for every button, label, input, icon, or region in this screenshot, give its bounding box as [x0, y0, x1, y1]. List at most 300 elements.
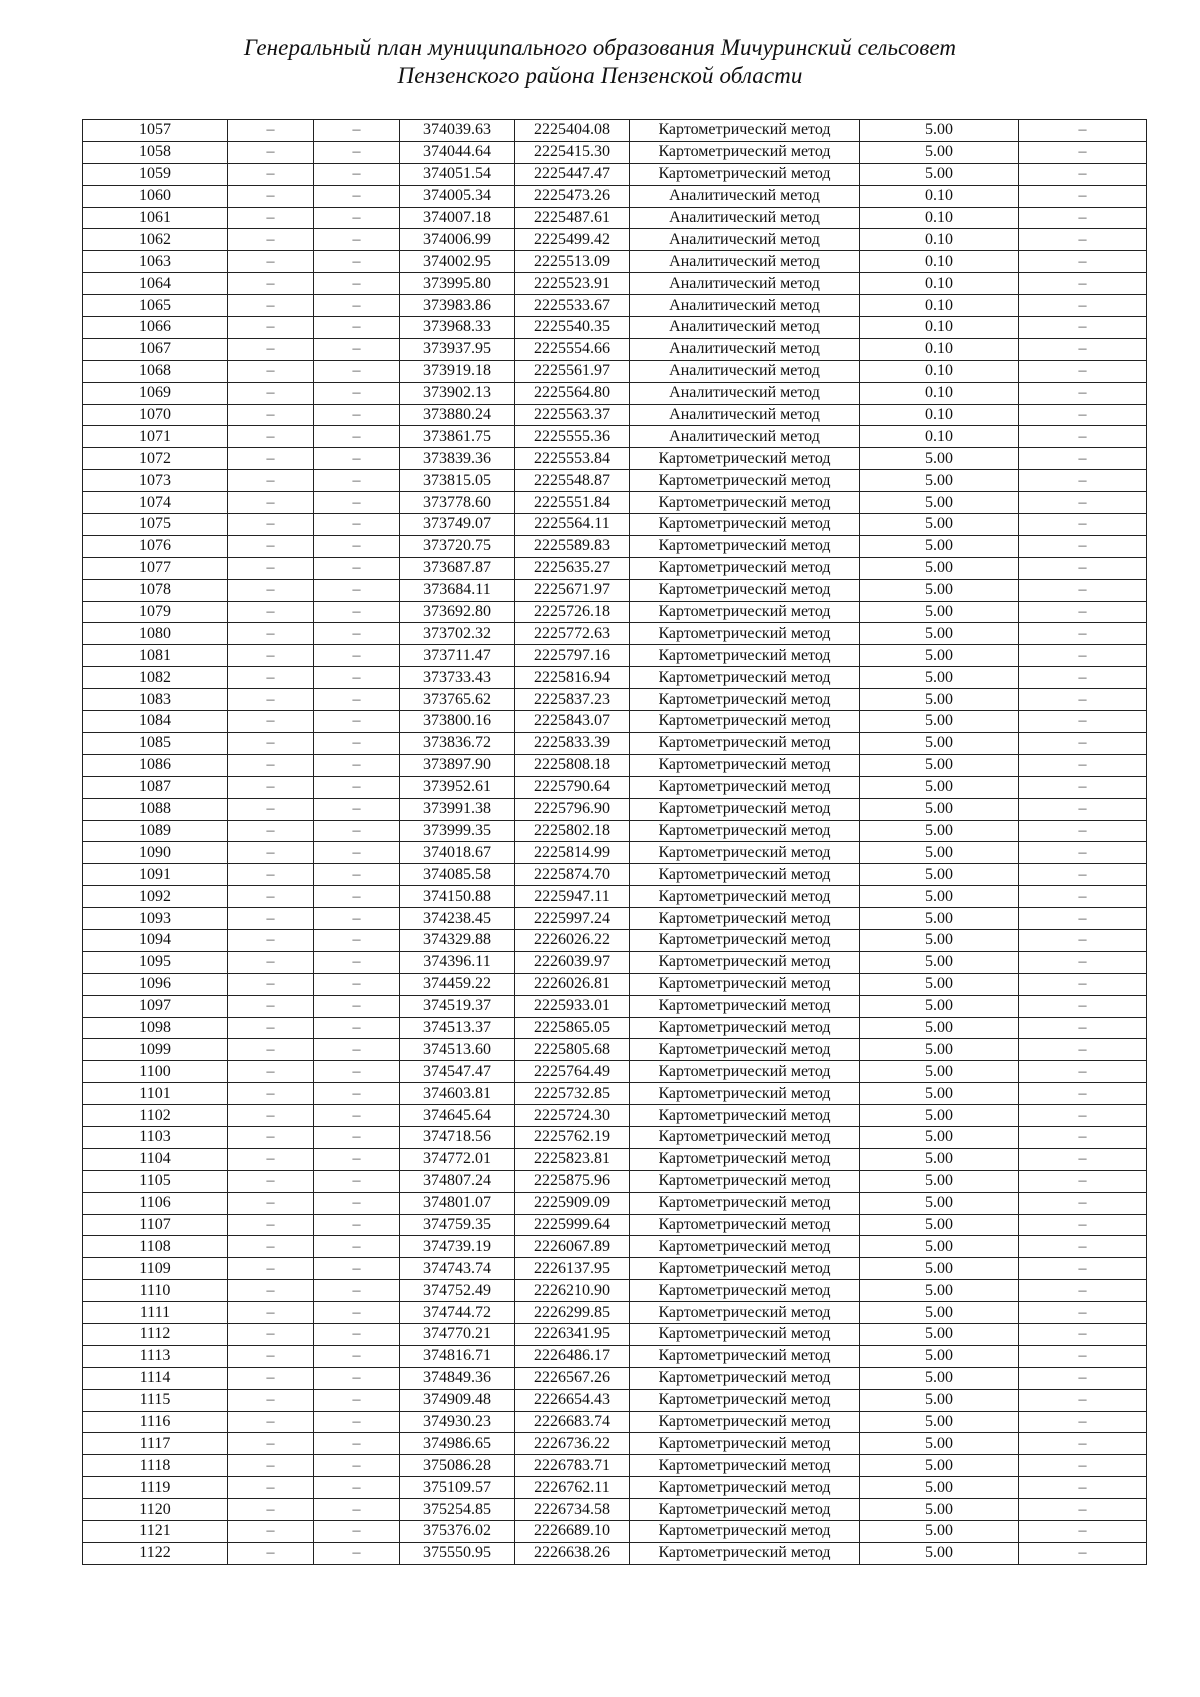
method-cell: Картометрический метод: [630, 1170, 860, 1192]
accuracy-cell: 5.00: [860, 1105, 1019, 1127]
old-x-cell: –: [228, 711, 314, 733]
point-number-cell: 1094: [83, 929, 228, 951]
x-coordinate-cell: 373937.95: [400, 338, 515, 360]
old-y-cell: –: [314, 229, 400, 251]
table-row: [83, 1105, 1147, 1127]
point-number-cell: 1078: [83, 579, 228, 601]
old-x-cell: –: [228, 1083, 314, 1105]
point-number-cell: 1081: [83, 645, 228, 667]
point-number-cell: 1106: [83, 1192, 228, 1214]
description-cell: –: [1019, 1017, 1147, 1039]
description-cell: –: [1019, 1499, 1147, 1521]
y-coordinate-cell: 2225797.16: [515, 645, 630, 667]
x-coordinate-cell: 373991.38: [400, 798, 515, 820]
y-coordinate-cell: 2226137.95: [515, 1258, 630, 1280]
point-number-cell: 1059: [83, 163, 228, 185]
method-cell: Аналитический метод: [630, 229, 860, 251]
accuracy-cell: 5.00: [860, 557, 1019, 579]
point-number-cell: 1121: [83, 1521, 228, 1543]
table-row: [83, 207, 1147, 229]
old-y-cell: –: [314, 317, 400, 339]
description-cell: –: [1019, 470, 1147, 492]
x-coordinate-cell: 374816.71: [400, 1345, 515, 1367]
coordinates-table-body: [83, 120, 1147, 1565]
method-cell: Аналитический метод: [630, 317, 860, 339]
table-row: [83, 1083, 1147, 1105]
x-coordinate-cell: 373749.07: [400, 514, 515, 536]
method-cell: Картометрический метод: [630, 645, 860, 667]
table-row: [83, 1258, 1147, 1280]
old-y-cell: –: [314, 886, 400, 908]
method-cell: Картометрический метод: [630, 754, 860, 776]
method-cell: Аналитический метод: [630, 338, 860, 360]
old-y-cell: –: [314, 623, 400, 645]
table-row: [83, 317, 1147, 339]
method-cell: Аналитический метод: [630, 251, 860, 273]
description-cell: –: [1019, 623, 1147, 645]
point-number-cell: 1070: [83, 404, 228, 426]
method-cell: Картометрический метод: [630, 1280, 860, 1302]
description-cell: –: [1019, 141, 1147, 163]
method-cell: Картометрический метод: [630, 535, 860, 557]
description-cell: –: [1019, 1039, 1147, 1061]
y-coordinate-cell: 2225551.84: [515, 492, 630, 514]
y-coordinate-cell: 2225564.11: [515, 514, 630, 536]
y-coordinate-cell: 2225875.96: [515, 1170, 630, 1192]
old-x-cell: –: [228, 185, 314, 207]
x-coordinate-cell: 375086.28: [400, 1455, 515, 1477]
old-x-cell: –: [228, 1061, 314, 1083]
point-number-cell: 1097: [83, 995, 228, 1017]
old-x-cell: –: [228, 382, 314, 404]
point-number-cell: 1087: [83, 776, 228, 798]
old-x-cell: –: [228, 1477, 314, 1499]
table-row: [83, 1499, 1147, 1521]
y-coordinate-cell: 2225796.90: [515, 798, 630, 820]
description-cell: –: [1019, 908, 1147, 930]
point-number-cell: 1076: [83, 535, 228, 557]
table-row: [83, 382, 1147, 404]
accuracy-cell: 5.00: [860, 1542, 1019, 1564]
table-row: [83, 886, 1147, 908]
description-cell: –: [1019, 251, 1147, 273]
old-y-cell: –: [314, 1455, 400, 1477]
method-cell: Картометрический метод: [630, 1061, 860, 1083]
old-y-cell: –: [314, 338, 400, 360]
description-cell: –: [1019, 645, 1147, 667]
point-number-cell: 1114: [83, 1367, 228, 1389]
method-cell: Картометрический метод: [630, 995, 860, 1017]
x-coordinate-cell: 374739.19: [400, 1236, 515, 1258]
point-number-cell: 1107: [83, 1214, 228, 1236]
accuracy-cell: 5.00: [860, 711, 1019, 733]
point-number-cell: 1103: [83, 1126, 228, 1148]
old-y-cell: –: [314, 1258, 400, 1280]
description-cell: –: [1019, 1302, 1147, 1324]
old-x-cell: –: [228, 776, 314, 798]
x-coordinate-cell: 374743.74: [400, 1258, 515, 1280]
method-cell: Картометрический метод: [630, 798, 860, 820]
point-number-cell: 1118: [83, 1455, 228, 1477]
old-x-cell: –: [228, 514, 314, 536]
table-row: [83, 732, 1147, 754]
table-row: [83, 579, 1147, 601]
x-coordinate-cell: 373839.36: [400, 448, 515, 470]
old-y-cell: –: [314, 1236, 400, 1258]
old-x-cell: –: [228, 929, 314, 951]
old-y-cell: –: [314, 207, 400, 229]
point-number-cell: 1119: [83, 1477, 228, 1499]
x-coordinate-cell: 374547.47: [400, 1061, 515, 1083]
old-x-cell: –: [228, 842, 314, 864]
old-y-cell: –: [314, 732, 400, 754]
old-y-cell: –: [314, 1521, 400, 1543]
table-row: [83, 689, 1147, 711]
description-cell: –: [1019, 1258, 1147, 1280]
accuracy-cell: 0.10: [860, 338, 1019, 360]
x-coordinate-cell: 373995.80: [400, 273, 515, 295]
table-row: [83, 951, 1147, 973]
y-coordinate-cell: 2225816.94: [515, 667, 630, 689]
x-coordinate-cell: 373999.35: [400, 820, 515, 842]
accuracy-cell: 5.00: [860, 1323, 1019, 1345]
accuracy-cell: 5.00: [860, 842, 1019, 864]
method-cell: Аналитический метод: [630, 207, 860, 229]
old-y-cell: –: [314, 163, 400, 185]
description-cell: –: [1019, 798, 1147, 820]
description-cell: –: [1019, 667, 1147, 689]
method-cell: Аналитический метод: [630, 360, 860, 382]
table-row: [83, 1521, 1147, 1543]
x-coordinate-cell: 374238.45: [400, 908, 515, 930]
table-row: [83, 754, 1147, 776]
description-cell: –: [1019, 689, 1147, 711]
old-x-cell: –: [228, 229, 314, 251]
point-number-cell: 1100: [83, 1061, 228, 1083]
x-coordinate-cell: 374807.24: [400, 1170, 515, 1192]
old-y-cell: –: [314, 120, 400, 142]
x-coordinate-cell: 374759.35: [400, 1214, 515, 1236]
accuracy-cell: 5.00: [860, 1192, 1019, 1214]
method-cell: Картометрический метод: [630, 1521, 860, 1543]
accuracy-cell: 5.00: [860, 754, 1019, 776]
old-y-cell: –: [314, 1214, 400, 1236]
description-cell: –: [1019, 711, 1147, 733]
method-cell: Картометрический метод: [630, 623, 860, 645]
y-coordinate-cell: 2225947.11: [515, 886, 630, 908]
method-cell: Картометрический метод: [630, 908, 860, 930]
table-row: [83, 798, 1147, 820]
description-cell: –: [1019, 229, 1147, 251]
table-row: [83, 1477, 1147, 1499]
x-coordinate-cell: 373836.72: [400, 732, 515, 754]
old-x-cell: –: [228, 820, 314, 842]
point-number-cell: 1063: [83, 251, 228, 273]
accuracy-cell: 5.00: [860, 1455, 1019, 1477]
x-coordinate-cell: 374645.64: [400, 1105, 515, 1127]
old-x-cell: –: [228, 1323, 314, 1345]
x-coordinate-cell: 373720.75: [400, 535, 515, 557]
table-row: [83, 1411, 1147, 1433]
y-coordinate-cell: 2225487.61: [515, 207, 630, 229]
table-row: [83, 842, 1147, 864]
method-cell: Аналитический метод: [630, 185, 860, 207]
x-coordinate-cell: 374039.63: [400, 120, 515, 142]
x-coordinate-cell: 373687.87: [400, 557, 515, 579]
description-cell: –: [1019, 842, 1147, 864]
y-coordinate-cell: 2225833.39: [515, 732, 630, 754]
old-y-cell: –: [314, 448, 400, 470]
old-y-cell: –: [314, 251, 400, 273]
point-number-cell: 1122: [83, 1542, 228, 1564]
y-coordinate-cell: 2225635.27: [515, 557, 630, 579]
description-cell: –: [1019, 1170, 1147, 1192]
method-cell: Картометрический метод: [630, 776, 860, 798]
accuracy-cell: 5.00: [860, 645, 1019, 667]
description-cell: –: [1019, 492, 1147, 514]
method-cell: Картометрический метод: [630, 1192, 860, 1214]
description-cell: –: [1019, 1148, 1147, 1170]
x-coordinate-cell: 374718.56: [400, 1126, 515, 1148]
old-x-cell: –: [228, 1455, 314, 1477]
accuracy-cell: 5.00: [860, 492, 1019, 514]
table-row: [83, 973, 1147, 995]
accuracy-cell: 5.00: [860, 1411, 1019, 1433]
accuracy-cell: 5.00: [860, 1039, 1019, 1061]
table-row: [83, 426, 1147, 448]
old-x-cell: –: [228, 1258, 314, 1280]
method-cell: Картометрический метод: [630, 1126, 860, 1148]
accuracy-cell: 5.00: [860, 1083, 1019, 1105]
x-coordinate-cell: 374909.48: [400, 1389, 515, 1411]
table-row: [83, 251, 1147, 273]
old-y-cell: –: [314, 382, 400, 404]
point-number-cell: 1077: [83, 557, 228, 579]
table-row: [83, 1302, 1147, 1324]
old-x-cell: –: [228, 864, 314, 886]
old-y-cell: –: [314, 1280, 400, 1302]
x-coordinate-cell: 374603.81: [400, 1083, 515, 1105]
method-cell: Картометрический метод: [630, 842, 860, 864]
old-x-cell: –: [228, 426, 314, 448]
description-cell: –: [1019, 557, 1147, 579]
header-title-line1: Генеральный план муниципального образования Мичуринский сельсовет: [243, 35, 957, 60]
old-x-cell: –: [228, 1433, 314, 1455]
x-coordinate-cell: 374513.37: [400, 1017, 515, 1039]
old-y-cell: –: [314, 1499, 400, 1521]
y-coordinate-cell: 2225554.66: [515, 338, 630, 360]
method-cell: Картометрический метод: [630, 1455, 860, 1477]
accuracy-cell: 5.00: [860, 1345, 1019, 1367]
description-cell: –: [1019, 1542, 1147, 1564]
accuracy-cell: 5.00: [860, 1236, 1019, 1258]
table-row: [83, 1039, 1147, 1061]
old-y-cell: –: [314, 1542, 400, 1564]
old-x-cell: –: [228, 1192, 314, 1214]
y-coordinate-cell: 2225764.49: [515, 1061, 630, 1083]
description-cell: –: [1019, 1345, 1147, 1367]
description-cell: –: [1019, 1367, 1147, 1389]
table-row: [83, 623, 1147, 645]
y-coordinate-cell: 2226210.90: [515, 1280, 630, 1302]
accuracy-cell: 5.00: [860, 470, 1019, 492]
old-y-cell: –: [314, 667, 400, 689]
y-coordinate-cell: 2225561.97: [515, 360, 630, 382]
y-coordinate-cell: 2225671.97: [515, 579, 630, 601]
table-row: [83, 908, 1147, 930]
x-coordinate-cell: 374329.88: [400, 929, 515, 951]
point-number-cell: 1105: [83, 1170, 228, 1192]
accuracy-cell: 5.00: [860, 667, 1019, 689]
old-y-cell: –: [314, 711, 400, 733]
accuracy-cell: 5.00: [860, 535, 1019, 557]
method-cell: Аналитический метод: [630, 426, 860, 448]
old-x-cell: –: [228, 1345, 314, 1367]
accuracy-cell: 5.00: [860, 601, 1019, 623]
accuracy-cell: 0.10: [860, 404, 1019, 426]
table-row: [83, 360, 1147, 382]
description-cell: –: [1019, 426, 1147, 448]
description-cell: –: [1019, 163, 1147, 185]
point-number-cell: 1066: [83, 317, 228, 339]
accuracy-cell: 5.00: [860, 579, 1019, 601]
old-x-cell: –: [228, 470, 314, 492]
y-coordinate-cell: 2226567.26: [515, 1367, 630, 1389]
accuracy-cell: 0.10: [860, 185, 1019, 207]
old-y-cell: –: [314, 470, 400, 492]
y-coordinate-cell: 2225762.19: [515, 1126, 630, 1148]
old-y-cell: –: [314, 360, 400, 382]
table-row: [83, 1280, 1147, 1302]
point-number-cell: 1102: [83, 1105, 228, 1127]
old-x-cell: –: [228, 295, 314, 317]
point-number-cell: 1061: [83, 207, 228, 229]
accuracy-cell: 5.00: [860, 1170, 1019, 1192]
old-y-cell: –: [314, 995, 400, 1017]
method-cell: Картометрический метод: [630, 1236, 860, 1258]
table-row: [83, 295, 1147, 317]
description-cell: –: [1019, 732, 1147, 754]
method-cell: Картометрический метод: [630, 711, 860, 733]
x-coordinate-cell: 374018.67: [400, 842, 515, 864]
table-row: [83, 535, 1147, 557]
old-x-cell: –: [228, 163, 314, 185]
point-number-cell: 1080: [83, 623, 228, 645]
point-number-cell: 1095: [83, 951, 228, 973]
old-x-cell: –: [228, 1126, 314, 1148]
x-coordinate-cell: 374396.11: [400, 951, 515, 973]
x-coordinate-cell: 374006.99: [400, 229, 515, 251]
accuracy-cell: 5.00: [860, 886, 1019, 908]
x-coordinate-cell: 373684.11: [400, 579, 515, 601]
old-y-cell: –: [314, 1017, 400, 1039]
point-number-cell: 1064: [83, 273, 228, 295]
description-cell: –: [1019, 754, 1147, 776]
y-coordinate-cell: 2225548.87: [515, 470, 630, 492]
y-coordinate-cell: 2225513.09: [515, 251, 630, 273]
table-row: [83, 820, 1147, 842]
y-coordinate-cell: 2225933.01: [515, 995, 630, 1017]
accuracy-cell: 5.00: [860, 1126, 1019, 1148]
accuracy-cell: 0.10: [860, 251, 1019, 273]
method-cell: Картометрический метод: [630, 1148, 860, 1170]
accuracy-cell: 0.10: [860, 273, 1019, 295]
y-coordinate-cell: 2226736.22: [515, 1433, 630, 1455]
method-cell: Картометрический метод: [630, 1389, 860, 1411]
method-cell: Картометрический метод: [630, 141, 860, 163]
method-cell: Картометрический метод: [630, 470, 860, 492]
accuracy-cell: 5.00: [860, 820, 1019, 842]
method-cell: Картометрический метод: [630, 1499, 860, 1521]
old-x-cell: –: [228, 120, 314, 142]
x-coordinate-cell: 373800.16: [400, 711, 515, 733]
y-coordinate-cell: 2225415.30: [515, 141, 630, 163]
accuracy-cell: 5.00: [860, 1521, 1019, 1543]
old-y-cell: –: [314, 864, 400, 886]
point-number-cell: 1073: [83, 470, 228, 492]
old-y-cell: –: [314, 929, 400, 951]
accuracy-cell: 5.00: [860, 623, 1019, 645]
accuracy-cell: 5.00: [860, 929, 1019, 951]
description-cell: –: [1019, 382, 1147, 404]
old-y-cell: –: [314, 1302, 400, 1324]
old-y-cell: –: [314, 514, 400, 536]
x-coordinate-cell: 373692.80: [400, 601, 515, 623]
point-number-cell: 1091: [83, 864, 228, 886]
method-cell: Картометрический метод: [630, 1105, 860, 1127]
method-cell: Картометрический метод: [630, 492, 860, 514]
accuracy-cell: 0.10: [860, 207, 1019, 229]
method-cell: Аналитический метод: [630, 382, 860, 404]
point-number-cell: 1083: [83, 689, 228, 711]
accuracy-cell: 5.00: [860, 1148, 1019, 1170]
x-coordinate-cell: 374744.72: [400, 1302, 515, 1324]
point-number-cell: 1111: [83, 1302, 228, 1324]
y-coordinate-cell: 2225447.47: [515, 163, 630, 185]
method-cell: Картометрический метод: [630, 929, 860, 951]
description-cell: –: [1019, 1323, 1147, 1345]
accuracy-cell: 0.10: [860, 295, 1019, 317]
description-cell: –: [1019, 207, 1147, 229]
description-cell: –: [1019, 1280, 1147, 1302]
y-coordinate-cell: 2225523.91: [515, 273, 630, 295]
x-coordinate-cell: 374513.60: [400, 1039, 515, 1061]
old-x-cell: –: [228, 1367, 314, 1389]
point-number-cell: 1093: [83, 908, 228, 930]
accuracy-cell: 5.00: [860, 1017, 1019, 1039]
point-number-cell: 1079: [83, 601, 228, 623]
table-row: [83, 929, 1147, 951]
method-cell: Картометрический метод: [630, 1542, 860, 1564]
table-row: [83, 1433, 1147, 1455]
table-row: [83, 995, 1147, 1017]
x-coordinate-cell: 375550.95: [400, 1542, 515, 1564]
accuracy-cell: 5.00: [860, 995, 1019, 1017]
x-coordinate-cell: 373702.32: [400, 623, 515, 645]
accuracy-cell: 5.00: [860, 732, 1019, 754]
description-cell: –: [1019, 1455, 1147, 1477]
x-coordinate-cell: 374044.64: [400, 141, 515, 163]
old-x-cell: –: [228, 601, 314, 623]
accuracy-cell: 5.00: [860, 1280, 1019, 1302]
method-cell: Картометрический метод: [630, 1258, 860, 1280]
old-y-cell: –: [314, 776, 400, 798]
table-row: [83, 1192, 1147, 1214]
table-row: [83, 1345, 1147, 1367]
y-coordinate-cell: 2225997.24: [515, 908, 630, 930]
point-number-cell: 1092: [83, 886, 228, 908]
old-y-cell: –: [314, 295, 400, 317]
